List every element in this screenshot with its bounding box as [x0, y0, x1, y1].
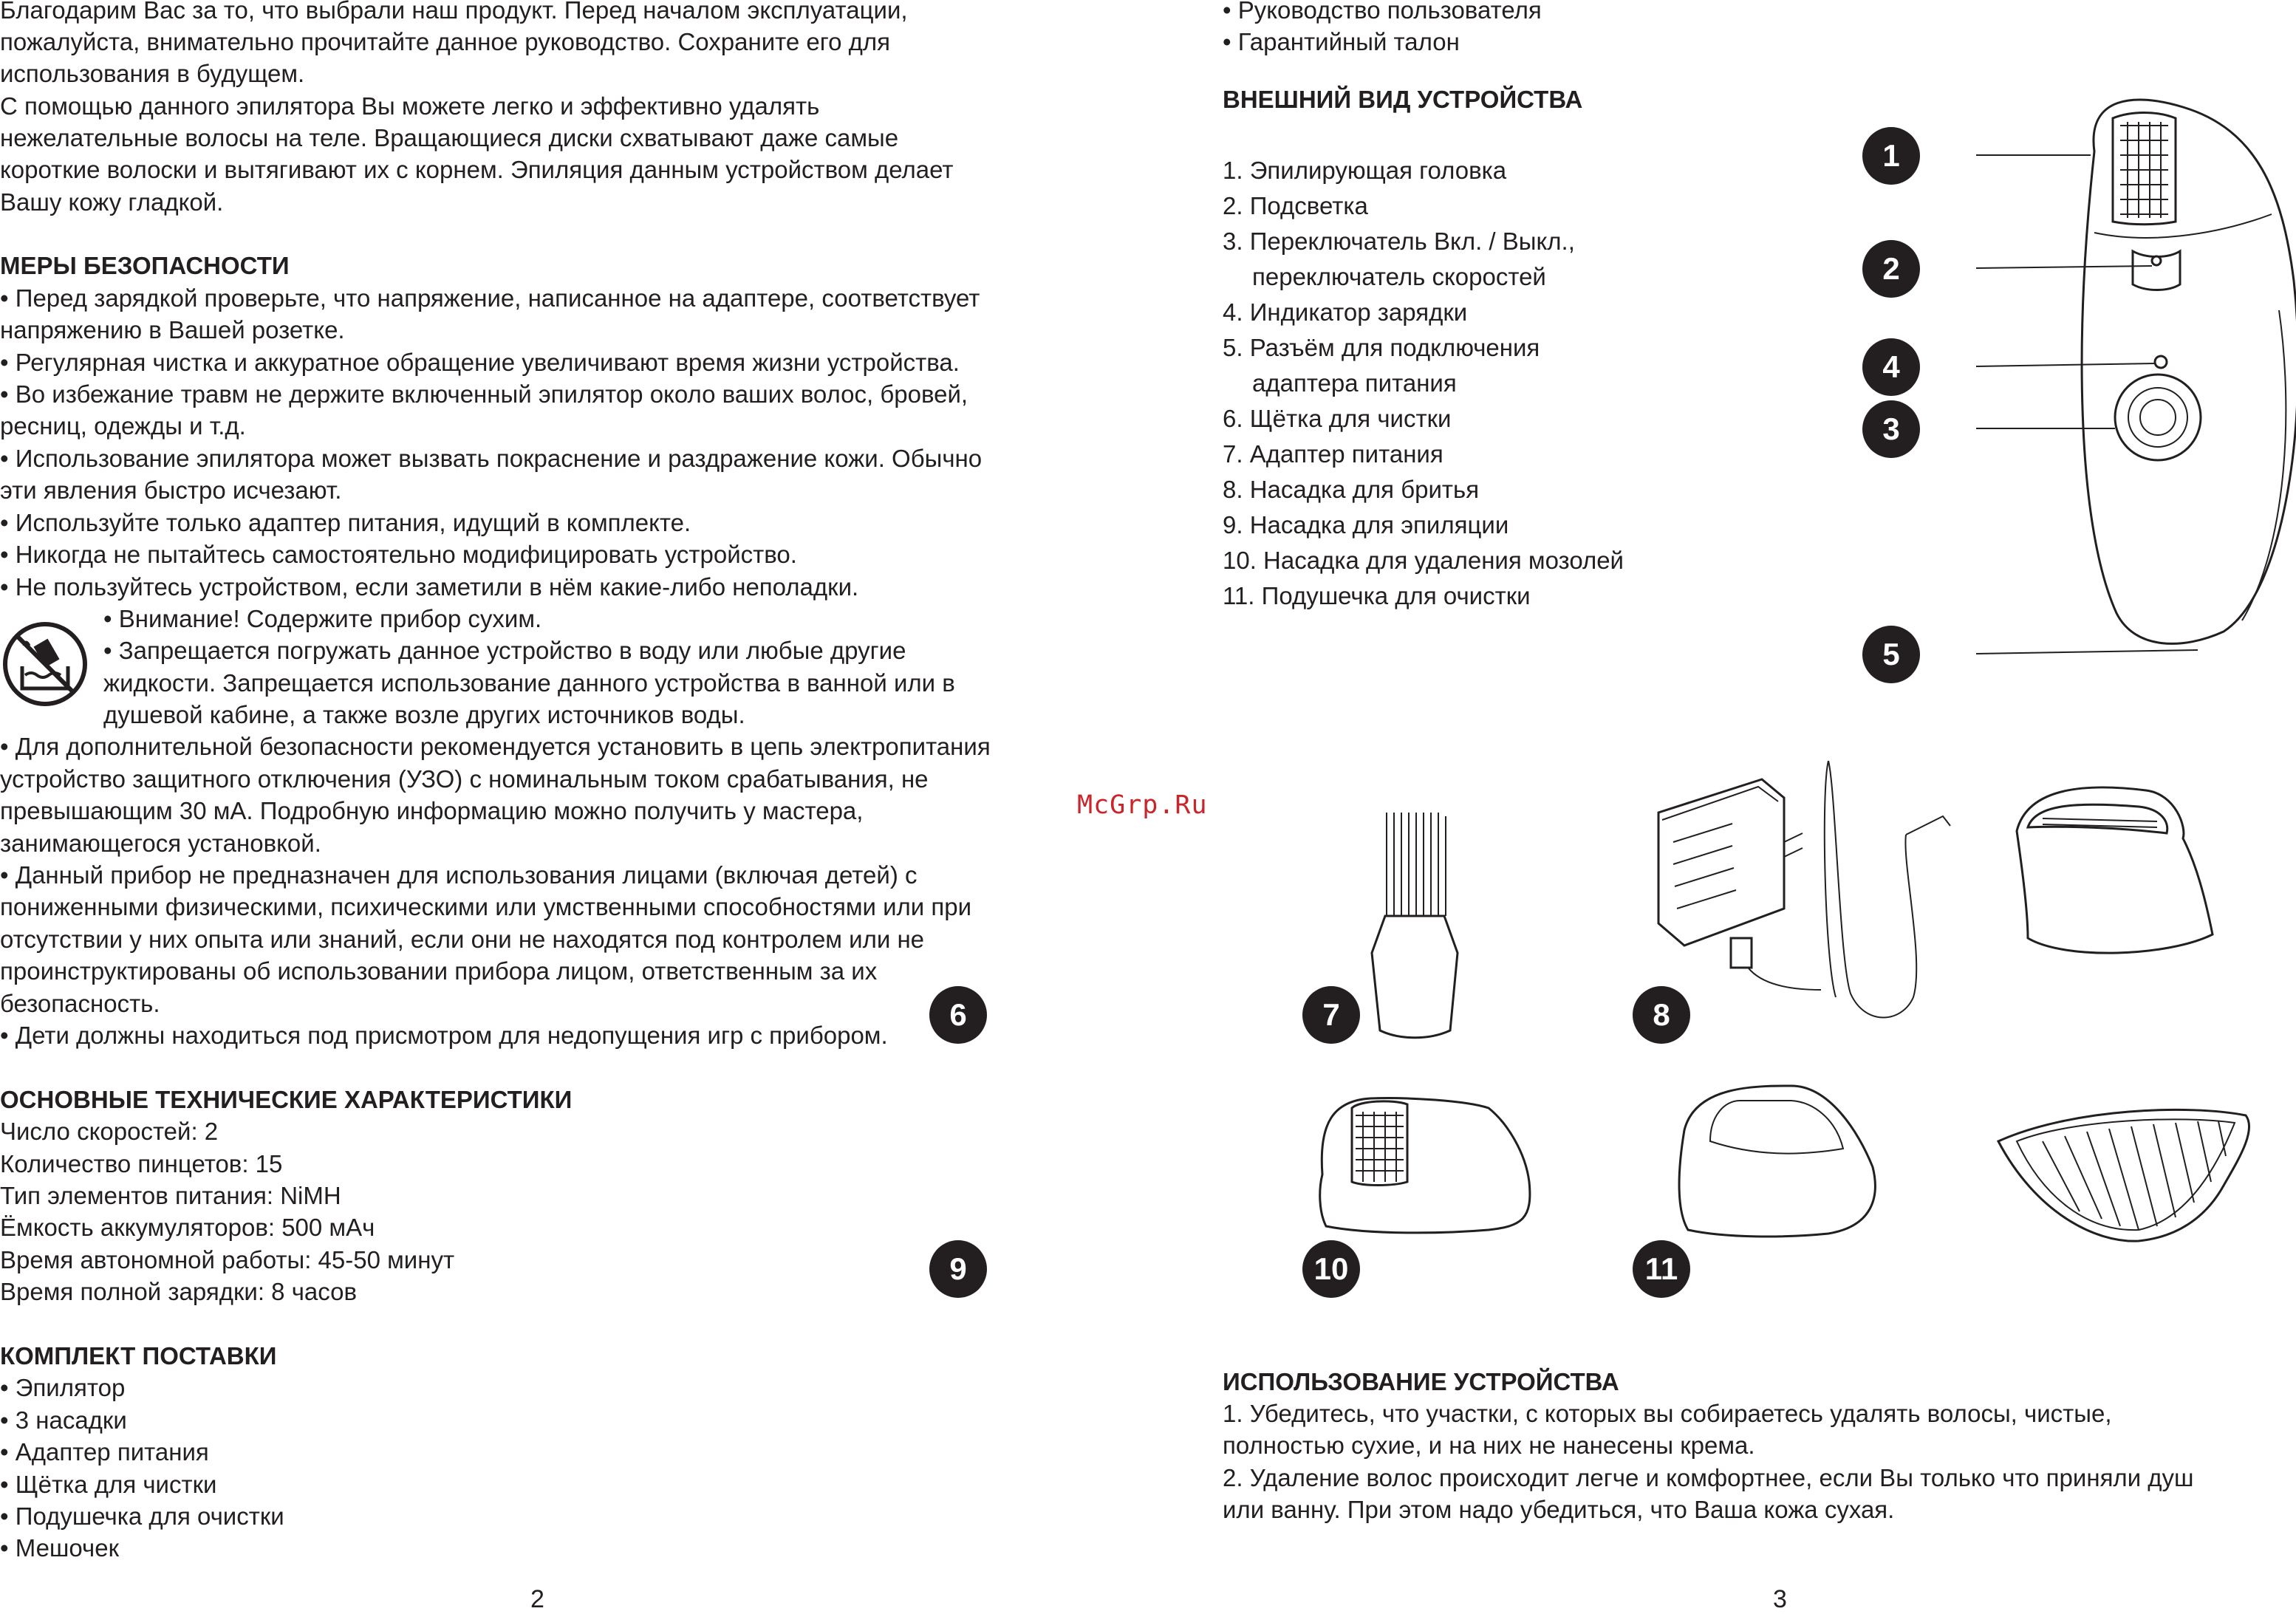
- safety-line: • Регулярная чистка и аккуратное обращение увеличивают время жизни устройства.: [0, 349, 960, 376]
- spec-line: Время автономной работы: 45-50 минут: [0, 1246, 455, 1273]
- intro-line: С помощью данного эпилятора Вы можете легко и эффективно удалять: [0, 92, 820, 120]
- safety-line: • Не пользуйтесь устройством, если заметили в нём какие-либо неполадки.: [0, 573, 859, 601]
- package-heading: КОМПЛЕКТ ПОСТАВКИ: [0, 1342, 277, 1369]
- shaver-head-drawing: [2017, 787, 2213, 953]
- watermark: McGrp.Ru: [1077, 790, 1208, 820]
- part-line: 2. Подсветка: [1223, 192, 1368, 219]
- part-line: 5. Разъём для подключения: [1223, 334, 1540, 361]
- intro-line: пожалуйста, внимательно прочитайте данное руководство. Сохраните его для: [0, 28, 890, 55]
- part-line: 3. Переключатель Вкл. / Выкл.,: [1223, 228, 1575, 255]
- part-line: переключатель скоростей: [1252, 263, 1546, 290]
- accessories-illustration: [1223, 739, 2296, 1315]
- callout-1: 1: [1862, 127, 1920, 185]
- accessory-number-9: 9: [929, 1240, 987, 1298]
- part-line: 7. Адаптер питания: [1223, 440, 1443, 468]
- no-water-icon: [1, 620, 89, 708]
- part-line: 4. Индикатор зарядки: [1223, 298, 1468, 326]
- warning-line: душевой кабине, а также возле других источников воды.: [103, 701, 745, 728]
- spec-line: Количество пинцетов: 15: [0, 1150, 283, 1177]
- package-item: • Адаптер питания: [0, 1438, 209, 1466]
- safety-line: • Никогда не пытайтесь самостоятельно модифицировать устройство.: [0, 541, 797, 568]
- accessory-number-11: 11: [1633, 1240, 1690, 1298]
- spec-line: Время полной зарядки: 8 часов: [0, 1278, 357, 1305]
- warning-line: жидкости. Запрещается использование данного устройства в ванной или в: [103, 669, 955, 697]
- intro-line: короткие волоски и вытягивают их с корнем. Эпиляция данным устройством делает: [0, 156, 954, 183]
- part-line: 10. Насадка для удаления мозолей: [1223, 547, 1624, 574]
- accessory-number-6: 6: [929, 986, 987, 1044]
- cleaning-brush-drawing: [1372, 813, 1458, 1038]
- package-item: • Мешочек: [0, 1534, 120, 1562]
- package-item: • Гарантийный талон: [1223, 28, 1460, 55]
- safety-line: • Используйте только адаптер питания, идущий в комплекте.: [0, 509, 691, 536]
- warning-line: • Запрещается погружать данное устройство в воду или любые другие: [103, 637, 906, 664]
- intro-line: использования в будущем.: [0, 60, 305, 87]
- intro-line: Вашу кожу гладкой.: [0, 188, 224, 216]
- epilator-illustration: [1223, 0, 2296, 680]
- spec-line: Число скоростей: 2: [0, 1118, 219, 1145]
- safety-line: пониженными физическими, психическими или умственными способностями или при: [0, 893, 972, 920]
- intro-line: нежелательные волосы на теле. Вращающиеся диски схватывают даже самые: [0, 124, 899, 151]
- package-item: • Руководство пользователя: [1223, 0, 1542, 24]
- intro-line: Благодарим Вас за то, что выбрали наш продукт. Перед началом эксплуатации,: [0, 0, 908, 24]
- part-line: 1. Эпилирующая головка: [1223, 157, 1507, 184]
- usage-heading: ИСПОЛЬЗОВАНИЕ УСТРОЙСТВА: [1223, 1368, 1619, 1395]
- safety-line: • Использование эпилятора может вызвать покраснение и раздражение кожи. Обычно: [0, 445, 983, 472]
- callout-3: 3: [1862, 400, 1920, 458]
- accessory-number-10: 10: [1302, 1240, 1360, 1298]
- package-item: • Подушечка для очистки: [0, 1502, 284, 1530]
- usage-line: 1. Убедитесь, что участки, с которых вы собираетесь удалять волосы, чистые,: [1223, 1400, 2112, 1427]
- safety-line: проинструктированы об использовании прибора лицом, ответственным за их: [0, 957, 878, 985]
- safety-line: ресниц, одежды и т.д.: [0, 412, 246, 440]
- page-number: 2: [530, 1585, 544, 1613]
- safety-line: эти явления быстро исчезают.: [0, 476, 342, 504]
- safety-heading: МЕРЫ БЕЗОПАСНОСТИ: [0, 252, 290, 279]
- package-item: • 3 насадки: [0, 1406, 127, 1434]
- part-line: 8. Насадка для бритья: [1223, 476, 1480, 503]
- usage-line: или ванну. При этом надо убедиться, что Ваша кожа сухая.: [1223, 1496, 1895, 1523]
- cleaning-pad-drawing: [1998, 1109, 2249, 1241]
- callus-remover-head-drawing: [1679, 1086, 1875, 1237]
- safety-line: занимающегося установкой.: [0, 830, 321, 857]
- safety-line: • Данный прибор не предназначен для использования лицами (включая детей) с: [0, 861, 918, 889]
- safety-line: превышающим 30 мА. Подробную информацию можно получить у мастера,: [0, 797, 864, 824]
- safety-line: • Во избежание травм не держите включенный эпилятор около ваших волос, бровей,: [0, 380, 968, 408]
- safety-line: напряжению в Вашей розетке.: [0, 316, 345, 343]
- accessory-number-7: 7: [1302, 986, 1360, 1044]
- callout-5: 5: [1862, 626, 1920, 683]
- package-item: • Эпилятор: [0, 1374, 126, 1401]
- safety-line: отсутствии у них опыта или знаний, если они не находятся под контролем или не: [0, 926, 925, 953]
- page-number: 3: [1773, 1585, 1787, 1613]
- warning-line: • Внимание! Содержите прибор сухим.: [103, 605, 542, 632]
- usage-line: 2. Удаление волос происходит легче и комфортнее, если Вы только что приняли душ: [1223, 1464, 2194, 1491]
- accessory-number-8: 8: [1633, 986, 1690, 1044]
- safety-line: • Дети должны находиться под присмотром для недопущения игр с прибором.: [0, 1022, 888, 1049]
- safety-line: • Перед зарядкой проверьте, что напряжение, написанное на адаптере, соответствует: [0, 284, 980, 312]
- callout-4: 4: [1862, 338, 1920, 396]
- power-adapter-drawing: [1658, 761, 1950, 1018]
- part-line: 9. Насадка для эпиляции: [1223, 511, 1509, 538]
- specs-heading: ОСНОВНЫЕ ТЕХНИЧЕСКИЕ ХАРАКТЕРИСТИКИ: [0, 1086, 573, 1113]
- part-line: адаптера питания: [1252, 369, 1457, 397]
- appearance-heading: ВНЕШНИЙ ВИД УСТРОЙСТВА: [1223, 86, 1583, 113]
- safety-line: устройство защитного отключения (УЗО) с номинальным током срабатывания, не: [0, 765, 929, 793]
- callout-2: 2: [1862, 240, 1920, 298]
- spec-line: Ёмкость аккумуляторов: 500 мАч: [0, 1214, 375, 1241]
- epilation-head-drawing: [1320, 1098, 1530, 1233]
- package-item: • Щётка для чистки: [0, 1471, 217, 1498]
- safety-line: • Для дополнительной безопасности рекомендуется установить в цепь электропитания: [0, 733, 991, 760]
- part-line: 11. Подушечка для очистки: [1223, 582, 1531, 609]
- usage-line: полностью сухие, и на них не нанесены крема.: [1223, 1432, 1755, 1459]
- part-line: 6. Щётка для чистки: [1223, 405, 1452, 432]
- spec-line: Тип элементов питания: NiMH: [0, 1182, 341, 1209]
- left-page: [0, 0, 1108, 1613]
- safety-line: безопасность.: [0, 990, 160, 1017]
